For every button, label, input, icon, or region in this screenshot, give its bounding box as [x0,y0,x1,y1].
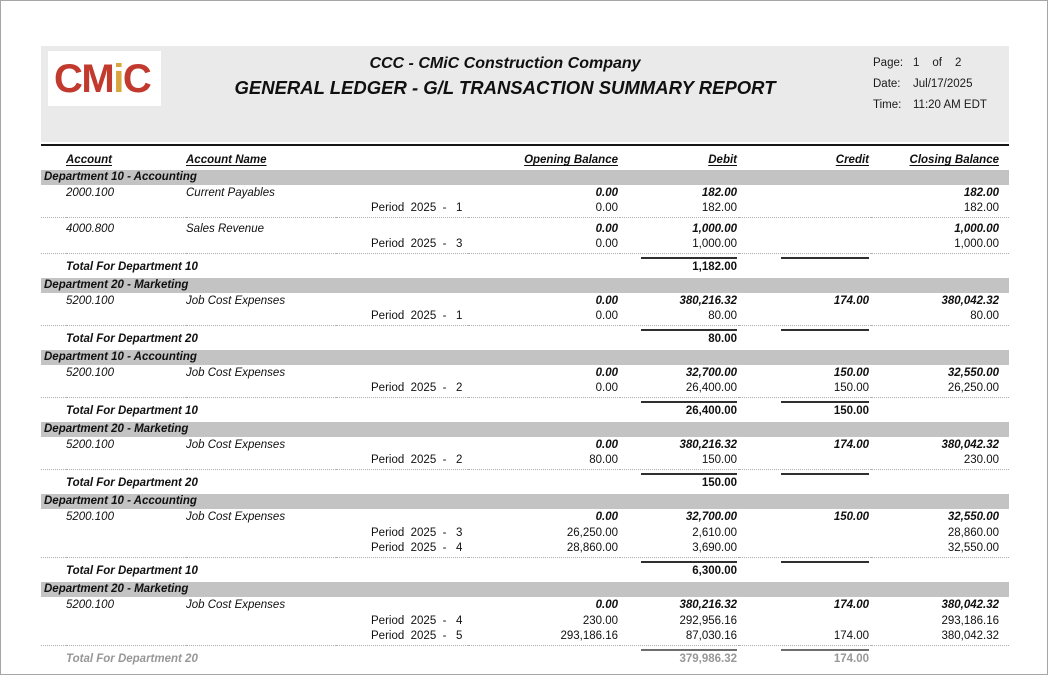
period-debit: 1,000.00 [692,238,737,251]
account-credit: 174.00 [833,438,869,451]
account-credit: 174.00 [833,294,869,307]
total-credit [739,401,871,419]
column-header-row [41,151,1009,170]
account-code: 5200.100 [66,510,114,523]
row-pad [41,561,66,579]
total-credit [739,329,871,347]
period-opening-balance: 0.00 [595,238,618,251]
department-total-label: Total For Department 20 [66,333,198,345]
department-total-label: Total For Department 20 [66,477,198,489]
total-closing-balance [871,473,1009,491]
row-pad [41,437,66,453]
period-opening-balance: 293,186.16 [560,630,618,643]
period-closing-balance: 26,250.00 [947,382,999,395]
account-name: Job Cost Expenses [186,438,286,451]
row-pad [41,649,66,667]
department-total-label: Total For Department 10 [66,565,198,577]
total-credit [739,561,871,579]
account-name: Job Cost Expenses [186,510,286,523]
row-pad [41,401,66,419]
date-indicator [873,74,1003,95]
period-closing-balance: 80.00 [970,310,999,323]
row-pad [41,525,336,541]
account-code: 2000.100 [66,186,114,199]
account-debit: 1,000.00 [692,222,737,235]
column-header-debit: Debit [708,154,737,166]
department-total-label: Total For Department 20 [66,653,198,665]
row-pad [41,185,66,201]
period-debit: 2,610.00 [692,526,737,539]
period-credit [739,201,871,217]
account-code: 4000.800 [66,222,114,235]
total-debit-value: 150.00 [641,473,737,490]
time-label: Time: [873,99,902,111]
account-closing-balance: 380,042.32 [941,598,999,611]
account-name: Job Cost Expenses [186,366,286,379]
page-meta [873,53,1003,116]
cmic-logo-text: CMiC [54,56,151,101]
period-credit [739,613,871,629]
row-pad [41,257,66,275]
period-debit: 80.00 [708,310,737,323]
period-credit [739,309,871,325]
row-pad [41,473,66,491]
row-pad [41,613,336,629]
account-debit: 32,700.00 [685,510,737,523]
account-name: Job Cost Expenses [186,598,286,611]
period-credit: 150.00 [833,382,869,395]
report-page [41,46,1009,670]
department-band: Department 20 - Marketing [41,422,1009,437]
column-header-closing-balance: Closing Balance [909,154,999,166]
period-closing-balance: 182.00 [963,202,999,215]
total-debit-value: 80.00 [641,329,737,346]
row-pad [41,597,66,613]
account-code: 5200.100 [66,366,114,379]
department-total-label: Total For Department 10 [66,405,198,417]
period-label: Period 2025 - 1 [371,202,463,215]
account-opening-balance: 0.00 [595,222,618,235]
period-credit [739,453,871,469]
period-opening-balance: 80.00 [589,454,618,467]
account-closing-balance: 32,550.00 [947,510,999,523]
account-opening-balance: 0.00 [595,186,618,199]
total-credit-value [781,329,869,346]
total-opening-balance [468,561,620,579]
period-opening-balance: 26,250.00 [566,526,618,539]
account-closing-balance: 1,000.00 [954,222,999,235]
account-credit: 174.00 [833,598,869,611]
period-opening-balance: 0.00 [595,202,618,215]
report-header [41,46,1009,142]
row-pad [41,329,66,347]
account-opening-balance: 0.00 [595,438,618,451]
row-pad [41,221,66,237]
total-credit [739,649,871,667]
period-debit: 87,030.16 [685,630,737,643]
account-closing-balance: 380,042.32 [941,438,999,451]
period-closing-balance: 293,186.16 [941,614,999,627]
period-label: Period 2025 - 4 [371,542,463,555]
row-pad [41,629,336,645]
period-closing-balance: 230.00 [963,454,999,467]
account-debit: 182.00 [701,186,737,199]
total-credit-value [781,561,869,578]
period-closing-balance: 380,042.32 [941,630,999,643]
row-pad [41,381,336,397]
page-value: 1 of 2 [913,57,962,69]
total-closing-balance [871,561,1009,579]
row-pad [41,541,336,557]
department-total-label: Total For Department 10 [66,261,198,273]
account-credit [739,221,871,237]
period-debit: 26,400.00 [685,382,737,395]
account-name: Current Payables [186,186,275,199]
account-credit [739,185,871,201]
period-label: Period 2025 - 1 [371,310,463,323]
total-closing-balance [871,257,1009,275]
total-opening-balance [468,473,620,491]
column-header-credit: Credit [835,154,869,166]
period-opening-balance: 230.00 [582,614,618,627]
account-debit: 32,700.00 [685,366,737,379]
page-indicator [873,53,1003,74]
period-closing-balance: 32,550.00 [947,542,999,555]
period-debit: 292,956.16 [679,614,737,627]
row-pad [41,201,336,217]
period-credit: 174.00 [833,630,869,643]
account-credit: 150.00 [833,366,869,379]
account-opening-balance: 0.00 [595,510,618,523]
total-closing-balance [871,401,1009,419]
period-credit [739,541,871,557]
account-name: Job Cost Expenses [186,294,286,307]
total-debit [620,401,739,419]
row-pad [41,365,66,381]
period-opening-balance: 0.00 [595,382,618,395]
period-label: Period 2025 - 3 [371,238,463,251]
period-label: Period 2025 - 2 [371,382,463,395]
account-credit: 150.00 [833,510,869,523]
department-band: Department 10 - Accounting [41,350,1009,365]
department-band: Department 20 - Marketing [41,582,1009,597]
header-divider [41,144,1009,146]
account-debit: 380,216.32 [679,598,737,611]
period-closing-balance: 1,000.00 [954,238,999,251]
account-name: Sales Revenue [186,222,264,235]
account-code: 5200.100 [66,294,114,307]
row-pad [41,509,66,525]
total-debit-value: 26,400.00 [641,401,737,418]
account-opening-balance: 0.00 [595,598,618,611]
row-pad [41,293,66,309]
total-closing-balance [871,649,1009,667]
column-header-account: Account [66,154,112,166]
period-label: Period 2025 - 2 [371,454,463,467]
time-value: 11:20 AM EDT [913,99,987,111]
row-pad [41,309,336,325]
row-pad [41,453,336,469]
account-debit: 380,216.32 [679,438,737,451]
period-opening-balance: 0.00 [595,310,618,323]
period-debit: 150.00 [701,454,737,467]
page-label: Page: [873,57,904,69]
total-debit [620,257,739,275]
header-pad [41,151,66,170]
total-credit-value: 150.00 [781,401,869,418]
total-debit-value: 1,182.00 [641,257,737,274]
total-opening-balance [468,649,620,667]
account-code: 5200.100 [66,438,114,451]
account-code: 5200.100 [66,598,114,611]
account-opening-balance: 0.00 [595,366,618,379]
report-titles [111,55,899,99]
section-spacer [41,667,1009,670]
total-debit [620,561,739,579]
total-credit-value [781,473,869,490]
account-closing-balance: 380,042.32 [941,294,999,307]
period-credit [739,525,871,541]
ledger-table [41,151,1009,670]
total-debit-value: 6,300.00 [641,561,737,578]
column-header-opening-balance: Opening Balance [524,154,618,166]
period-label: Period 2025 - 3 [371,526,463,539]
period-debit: 3,690.00 [692,542,737,555]
total-closing-balance [871,329,1009,347]
account-closing-balance: 32,550.00 [947,366,999,379]
total-credit [739,473,871,491]
date-label: Date: [873,78,901,90]
period-debit: 182.00 [701,202,737,215]
period-credit [739,237,871,253]
department-band: Department 20 - Marketing [41,278,1009,293]
department-band: Department 10 - Accounting [41,494,1009,509]
total-opening-balance [468,257,620,275]
total-credit-value [781,257,869,274]
total-debit [620,329,739,347]
total-debit [620,473,739,491]
period-opening-balance: 28,860.00 [566,542,618,555]
date-value: Jul/17/2025 [913,78,973,90]
total-credit-value: 174.00 [781,649,869,666]
total-opening-balance [468,329,620,347]
company-title: CCC - CMiC Construction Company [369,55,641,72]
department-band: Department 10 - Accounting [41,170,1009,185]
period-closing-balance: 28,860.00 [947,526,999,539]
total-debit-value: 379,986.32 [641,649,737,666]
row-pad [41,237,336,253]
account-debit: 380,216.32 [679,294,737,307]
report-title: GENERAL LEDGER - G/L TRANSACTION SUMMARY REPORT [234,77,776,98]
total-opening-balance [468,401,620,419]
total-debit [620,649,739,667]
account-opening-balance: 0.00 [595,294,618,307]
period-label: Period 2025 - 5 [371,630,463,643]
period-label: Period 2025 - 4 [371,614,463,627]
column-header-account-name: Account Name [186,154,267,166]
total-credit [739,257,871,275]
time-indicator [873,95,1003,116]
account-closing-balance: 182.00 [963,186,999,199]
